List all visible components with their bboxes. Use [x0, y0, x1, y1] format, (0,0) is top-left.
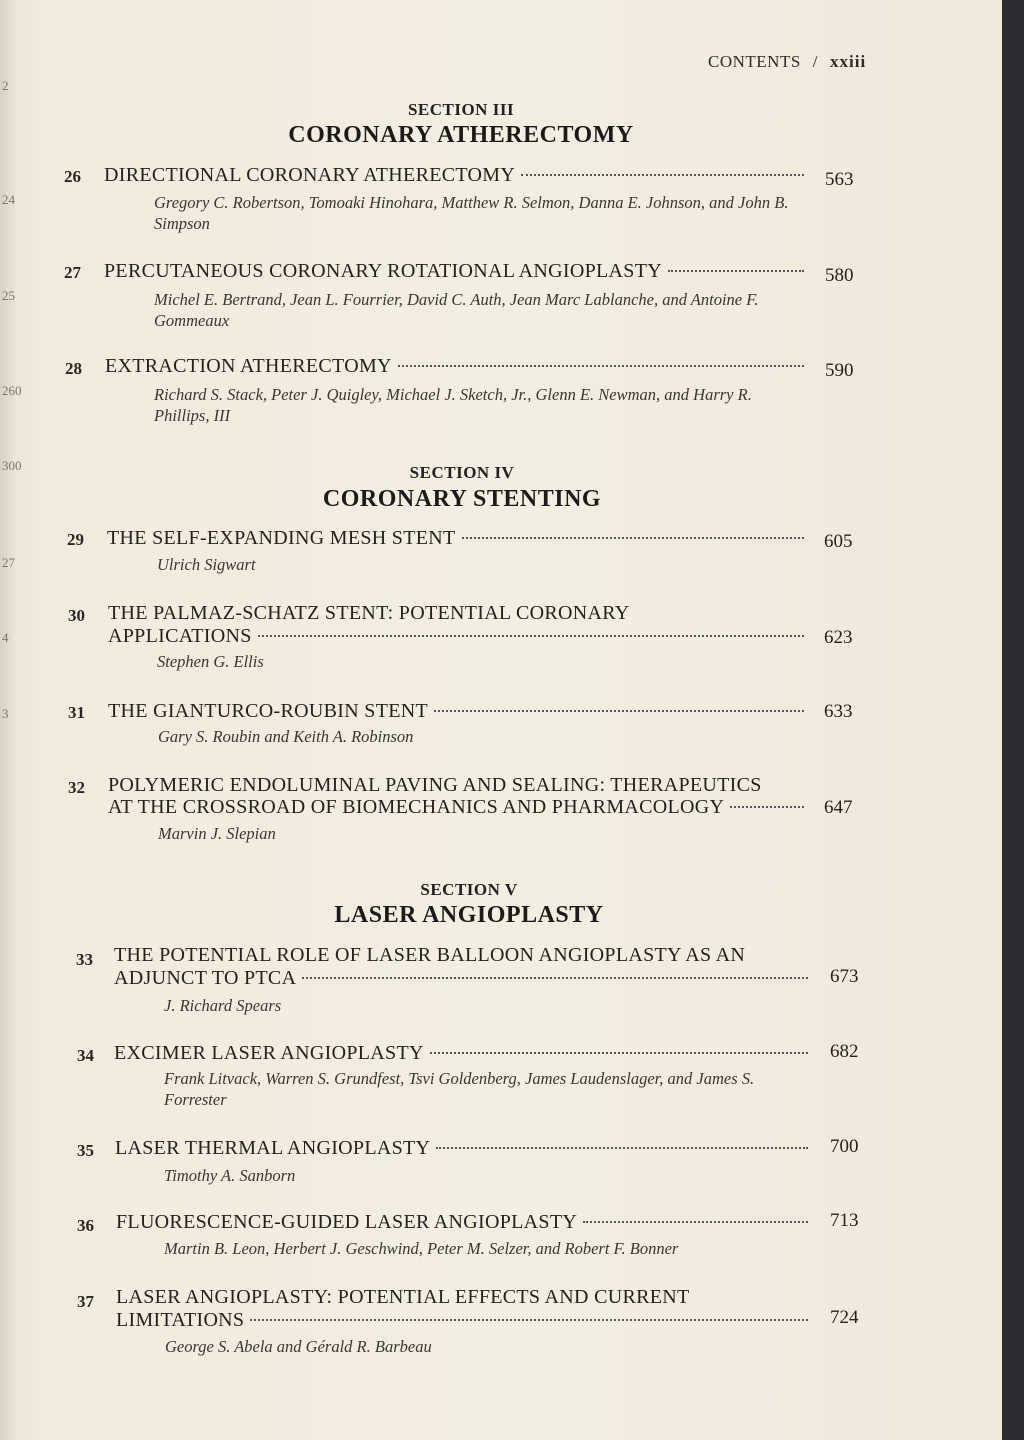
page-number: 580 — [825, 265, 854, 286]
page-number: 700 — [830, 1136, 859, 1157]
page-number: 605 — [824, 531, 853, 552]
chapter-title-line — [108, 796, 810, 819]
chapter-authors: Martin B. Leon, Herbert J. Geschwind, Peter M. Selzer, and Robert F. Bonner — [164, 1239, 679, 1258]
header-separator: / — [812, 52, 819, 71]
section-label: SECTION IV — [409, 463, 515, 482]
page-number: 673 — [830, 966, 859, 987]
chapter-authors: Gregory C. Robertson, Tomoaki Hinohara, Matthew R. Selmon, Danna E. Johnson, and John B. Simpson — [154, 193, 789, 233]
chapter-title-line — [114, 1042, 814, 1065]
chapter-authors: Stephen G. Ellis — [157, 652, 264, 671]
chapter-number: 28 — [65, 359, 82, 378]
margin-mark: 2 — [2, 78, 9, 93]
dot-leader — [302, 977, 808, 979]
page-number: 623 — [824, 627, 853, 648]
chapter-title-line — [114, 967, 814, 990]
chapter-title-line — [105, 355, 810, 378]
page-number: 724 — [830, 1307, 859, 1328]
margin-mark: 4 — [2, 630, 9, 645]
chapter-title: EXTRACTION ATHERECTOMY — [105, 355, 392, 377]
chapter-title-line — [108, 700, 810, 723]
chapter-number: 31 — [68, 703, 85, 722]
chapter-number: 33 — [76, 950, 93, 969]
chapter-authors: Timothy A. Sanborn — [164, 1166, 296, 1185]
dot-leader — [730, 806, 804, 808]
chapter-title: APPLICATIONS — [108, 625, 252, 647]
dot-leader — [668, 270, 804, 272]
chapter-number: 35 — [77, 1141, 94, 1160]
chapter-authors: George S. Abela and Gérald R. Barbeau — [165, 1337, 432, 1356]
chapter-title: FLUORESCENCE-GUIDED LASER ANGIOPLASTY — [116, 1211, 578, 1233]
chapter-authors: J. Richard Spears — [164, 996, 282, 1015]
running-header — [708, 52, 866, 72]
dot-leader — [521, 174, 804, 176]
margin-mark: 24 — [2, 192, 15, 207]
chapter-authors: Gary S. Roubin and Keith A. Robinson — [158, 727, 414, 746]
section-label: SECTION III — [407, 100, 515, 119]
dot-leader — [258, 635, 804, 637]
margin-mark: 260 — [2, 383, 22, 398]
chapter-title-line: THE POTENTIAL ROLE OF LASER BALLOON ANGIOPLASTY AS AN — [114, 944, 746, 966]
chapter-number: 36 — [77, 1216, 94, 1235]
chapter-title: PERCUTANEOUS CORONARY ROTATIONAL ANGIOPLASTY — [104, 260, 662, 282]
header-label: CONTENTS — [708, 52, 801, 71]
dot-leader — [434, 710, 804, 712]
chapter-title-line — [104, 260, 810, 283]
section-title: CORONARY STENTING — [322, 486, 602, 512]
page-number: 590 — [825, 360, 854, 381]
chapter-title-line — [116, 1211, 814, 1234]
chapter-title-line — [107, 527, 810, 550]
chapter-title-line: THE PALMAZ-SCHATZ STENT: POTENTIAL CORONARY — [108, 602, 630, 624]
header-page-number: xxiii — [830, 52, 867, 71]
chapter-title: THE GIANTURCO-ROUBIN STENT — [108, 700, 428, 722]
margin-mark: 3 — [2, 706, 9, 721]
chapter-authors: Richard S. Stack, Peter J. Quigley, Michael J. Sketch, Jr., Glenn E. Newman, and Harry R. Phillips, III — [154, 385, 752, 425]
chapter-title: THE SELF-EXPANDING MESH STENT — [107, 527, 456, 549]
section-label: SECTION V — [420, 880, 518, 899]
page-number: 713 — [830, 1210, 859, 1231]
chapter-title: AT THE CROSSROAD OF BIOMECHANICS AND PHARMACOLOGY — [108, 796, 725, 818]
page-number: 633 — [824, 701, 853, 722]
chapter-number: 37 — [77, 1292, 94, 1311]
dot-leader — [462, 537, 804, 539]
chapter-number: 32 — [68, 778, 85, 797]
chapter-number: 26 — [64, 167, 81, 186]
dot-leader — [436, 1147, 808, 1149]
page-number: 682 — [830, 1041, 859, 1062]
chapter-title: ADJUNCT TO PTCA — [114, 967, 297, 989]
chapter-number: 34 — [77, 1046, 94, 1065]
chapter-number: 29 — [67, 530, 84, 549]
chapter-title-line — [104, 164, 810, 187]
margin-mark: 300 — [2, 458, 22, 473]
margin-mark: 27 — [2, 555, 15, 570]
section-title: LASER ANGIOPLASTY — [334, 902, 604, 928]
dot-leader — [250, 1319, 808, 1321]
dot-leader — [583, 1221, 808, 1223]
chapter-title-line — [108, 625, 810, 648]
chapter-authors: Frank Litvack, Warren S. Grundfest, Tsvi Goldenberg, James Laudenslager, and James S. Forrester — [164, 1069, 755, 1109]
chapter-title: EXCIMER LASER ANGIOPLASTY — [114, 1042, 424, 1064]
chapter-title-line: LASER ANGIOPLASTY: POTENTIAL EFFECTS AND CURRENT — [116, 1286, 690, 1308]
page-number: 563 — [825, 169, 854, 190]
margin-mark: 25 — [2, 288, 15, 303]
chapter-title: LIMITATIONS — [116, 1309, 245, 1331]
page-number: 647 — [824, 797, 853, 818]
section-title: CORONARY ATHERECTOMY — [288, 122, 634, 148]
chapter-authors: Marvin J. Slepian — [158, 824, 276, 843]
chapter-title: LASER THERMAL ANGIOPLASTY — [115, 1137, 431, 1159]
dot-leader — [430, 1052, 808, 1054]
chapter-title-line — [116, 1309, 814, 1332]
chapter-authors: Michel E. Bertrand, Jean L. Fourrier, David C. Auth, Jean Marc Lablanche, and Antoine F. Gommeaux — [154, 290, 759, 330]
chapter-title-line: POLYMERIC ENDOLUMINAL PAVING AND SEALING: THERAPEUTICS — [108, 774, 762, 796]
chapter-title-line — [115, 1137, 814, 1160]
chapter-authors: Ulrich Sigwart — [157, 555, 256, 574]
chapter-number: 27 — [64, 263, 81, 282]
chapter-title: DIRECTIONAL CORONARY ATHERECTOMY — [104, 164, 516, 186]
chapter-number: 30 — [68, 606, 85, 625]
dot-leader — [398, 365, 804, 367]
